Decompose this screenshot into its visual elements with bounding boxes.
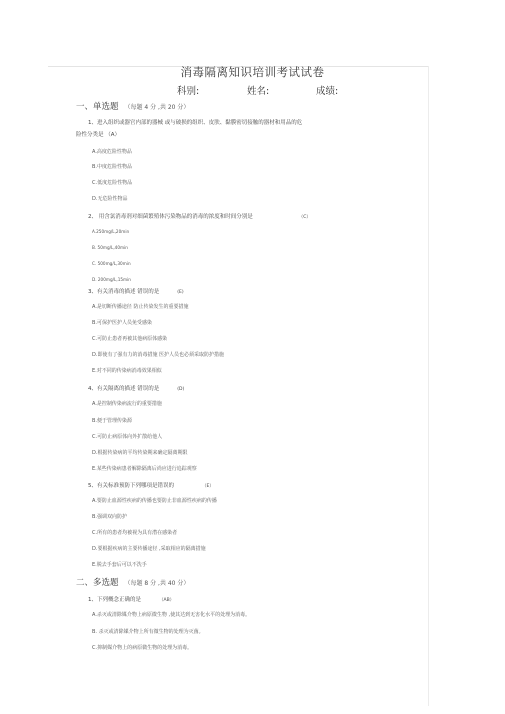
option: B.可保护医护人员免受感染 [92, 320, 153, 326]
section-points: （每题 8 分 ,共 40 分） [124, 580, 190, 587]
section-points: （每题 4 分 ,共 20 分） [124, 104, 190, 111]
answer-key: (E) [177, 290, 184, 295]
question-text [88, 384, 184, 392]
question-stem: 4、有关隔离的描述 错误的是 [88, 386, 160, 392]
option: B. 50mg/L,40min [92, 245, 128, 250]
page-title: 消毒隔离知识培训考试试卷 [180, 65, 325, 79]
right-divider [428, 66, 429, 706]
option: A.要防止血源性疾病的传播也要防止非血源性疾病的传播 [92, 498, 217, 504]
option: B.强调双向防护 [92, 514, 128, 520]
section-heading [76, 576, 189, 588]
name-label: 姓名: [247, 86, 270, 97]
answer-key: （AB） [159, 598, 175, 603]
question-text: 1、进入组织或器官内部的器械 或与破损的组织、皮肤、黏膜密切接触的器材和用品的危 [88, 120, 303, 126]
dept-label: 科别: [177, 86, 200, 97]
option: D.要根据疾病的主要传播途径 ,采取相应的隔离措施 [92, 546, 206, 552]
section-label: 一、单选题 [76, 102, 119, 112]
option: B.中度危险性物品 [92, 164, 133, 170]
option: A.杀灭或清除媒介物上病原微生物 ,使其达到无害化水平的处理为消毒。 [92, 612, 251, 618]
question-text-cont: 险性分类是 （A） [76, 132, 121, 138]
option: D. 200mg/L,15min [92, 277, 131, 282]
section-label: 二、多选题 [76, 578, 119, 588]
option: C.抑制媒介物上的病原微生物的处理为消毒。 [92, 645, 193, 651]
option: A.是切断传播途径 防止传染发生的重要措施 [92, 304, 189, 310]
option: C.低度危险性物品 [92, 180, 133, 186]
question-text [88, 212, 311, 220]
question-stem: 5、有关标准预防下列哪项是错误的 [88, 483, 175, 489]
option: A.高度危险性物品 [92, 149, 132, 155]
question-stem: 3、有关消毒的描述 错误的是 [88, 289, 160, 295]
option: E.某些传染病患者解除隔离后尚应进行追踪观察 [92, 466, 197, 472]
answer-key: (D) [177, 387, 185, 392]
option: D.根据传染病的平均传染期来确定隔离期限 [92, 450, 188, 456]
option: A.250mg/L,20min [92, 229, 130, 234]
option: E.对不同的传染病消毒效果相似 [92, 368, 162, 374]
option: B. 杀灭或清除媒介物上所有微生物的处理为灭菌。 [92, 629, 204, 635]
score-label: 成绩: [316, 86, 339, 97]
option: D.即使有了强有力的消毒措施 医护人员也必须采取防护措施 [92, 352, 225, 358]
option: C.可防止病原体向外扩散给他人 [92, 434, 163, 440]
option: B.便于管理传染源 [92, 418, 133, 424]
answer-key: （C） [298, 215, 311, 220]
question-text [88, 481, 214, 489]
question-stem: 2、 用含氯消毒剂对细菌繁殖体污染物品的消毒的浓度和时间分别是 [88, 214, 253, 220]
option: A.是控制传染病流行的重要措施 [92, 401, 162, 407]
option: C.可防止患者再被其他病原体感染 [92, 336, 168, 342]
option: C.所有的患者均被视为具有潜在感染者 [92, 530, 178, 536]
option: E.脱去手套后可以不洗手 [92, 562, 147, 568]
question-text [88, 595, 174, 603]
question-text [88, 287, 184, 295]
question-stem: 1、下列概念正确的是 [88, 597, 141, 603]
option: C. 500mg/L,30min [92, 261, 131, 266]
answer-key: （E） [202, 484, 214, 489]
option: D.无危险性物品 [92, 196, 128, 202]
section-heading [76, 100, 189, 112]
